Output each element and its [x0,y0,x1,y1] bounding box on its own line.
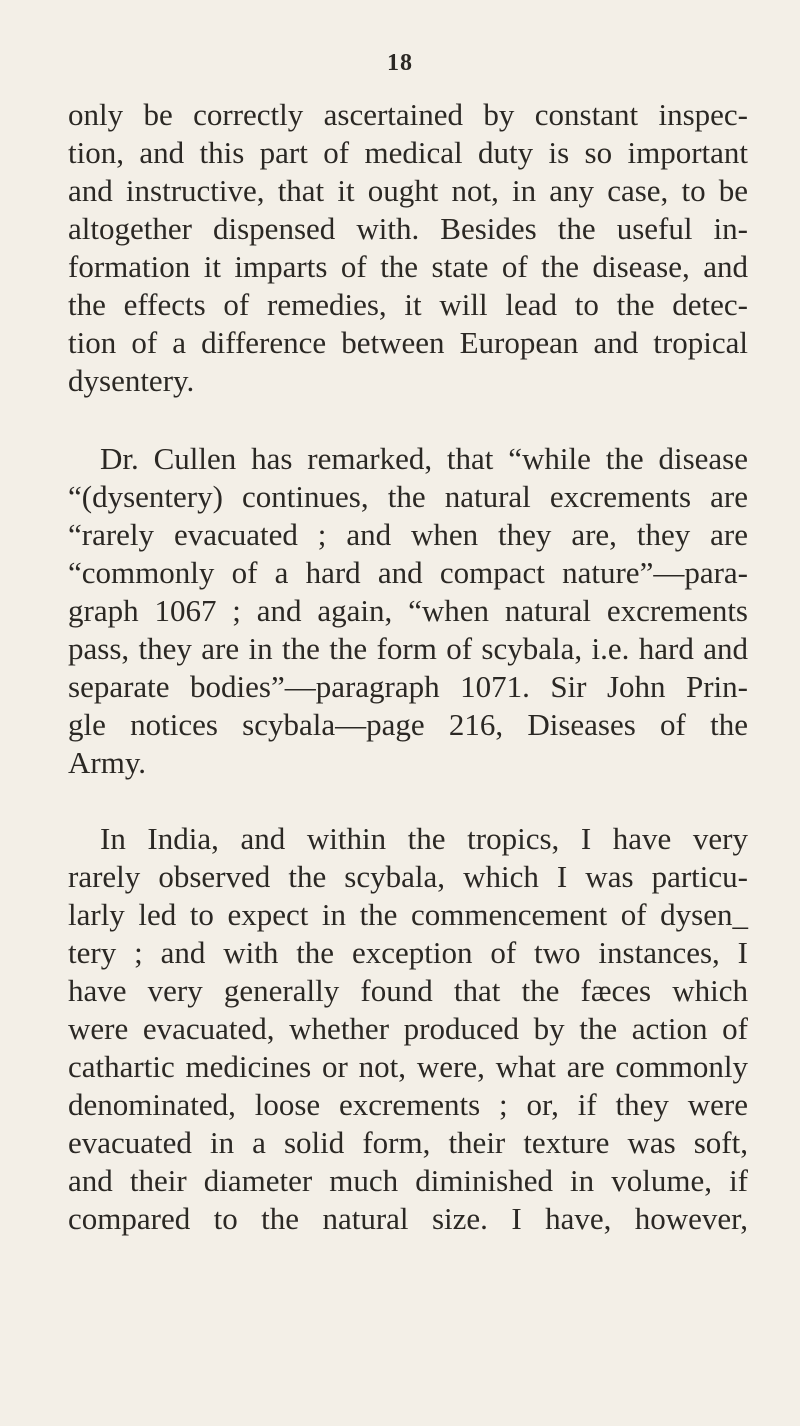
paragraph-3 [68,820,748,1238]
text-line: “rarely evacuated ; and when they are, they are [68,517,748,552]
text-line: tion, and this part of medical duty is so important [68,135,748,170]
paragraph-2 [68,440,748,782]
text-line: formation it imparts of the state of the disease, and [68,249,748,284]
text-line: altogether dispensed with. Besides the useful in- [68,211,748,246]
text-line: compared to the natural size. I have, however, [68,1201,748,1236]
text-line: graph 1067 ; and again, “when natural excrements [68,593,748,628]
text-line: In India, and within the tropics, I have very [100,821,748,856]
paragraph-1 [68,96,748,400]
text-line: only be correctly ascertained by constant inspec- [68,97,748,132]
text-line: “(dysentery) continues, the natural excrements are [68,479,748,514]
text-line: and their diameter much diminished in volume, if [68,1163,748,1198]
text-line: evacuated in a solid form, their texture was soft, [68,1125,748,1160]
text-line: “commonly of a hard and compact nature”—para- [68,555,748,590]
text-line: denominated, loose excrements ; or, if they were [68,1087,748,1122]
text-line: rarely observed the scybala, which I was particu- [68,859,748,894]
text-line: dysentery. [68,363,195,398]
text-line: cathartic medicines or not, were, what are commonly [68,1049,748,1084]
text-line: tion of a difference between European and tropical [68,325,748,360]
text-line: Dr. Cullen has remarked, that “while the disease [100,441,748,476]
text-line: Army. [68,745,147,780]
text-line: tery ; and with the exception of two instances, I [68,935,748,970]
text-line: pass, they are in the the form of scybala, i.e. hard and [68,631,748,666]
page-number: 18 [387,50,413,76]
text-line: gle notices scybala—page 216, Diseases of the [68,707,748,742]
text-line: larly led to expect in the commencement of dysen_ [68,897,748,932]
text-line: and instructive, that it ought not, in any case, to be [68,173,748,208]
text-line: were evacuated, whether produced by the action of [68,1011,748,1046]
text-line: have very generally found that the fæces which [68,973,748,1008]
text-line: separate bodies”—paragraph 1071. Sir John Prin- [68,669,748,704]
text-line: the effects of remedies, it will lead to the detec- [68,287,748,322]
